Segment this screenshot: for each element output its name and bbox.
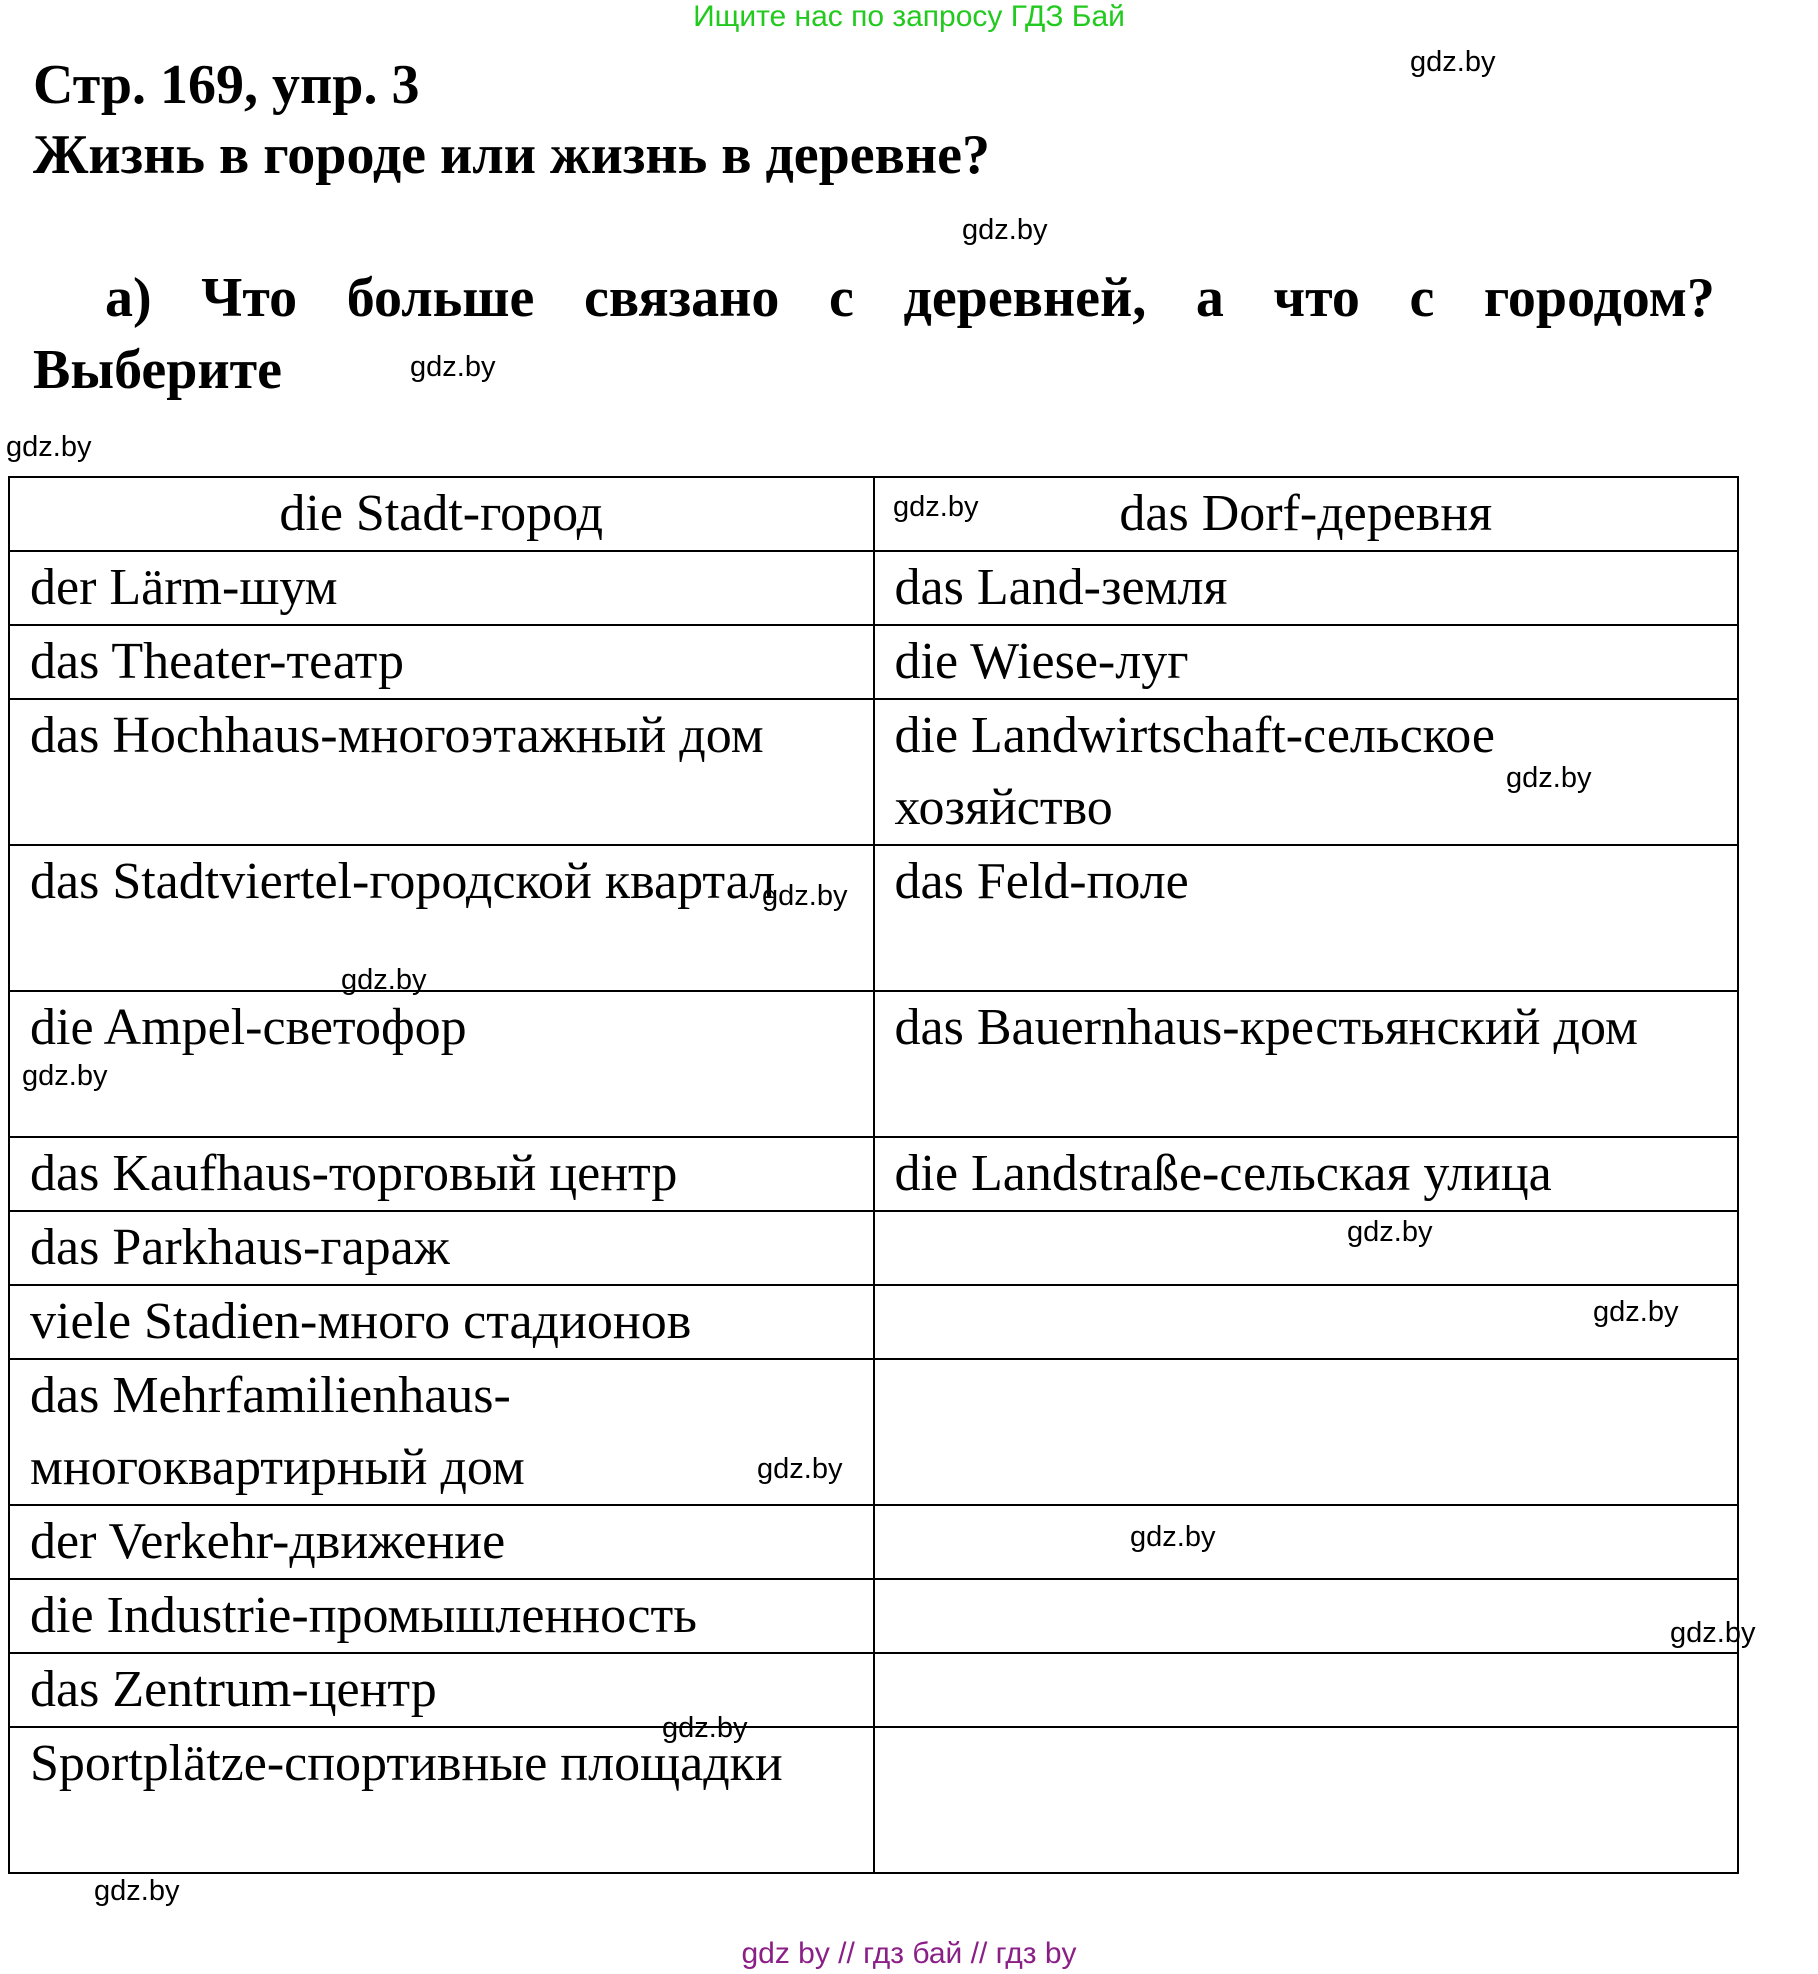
city-word: das Kaufhaus-торговый центр — [9, 1137, 874, 1211]
village-word: die Wiese-луг — [874, 625, 1739, 699]
task-word: что — [1273, 267, 1360, 329]
watermark: gdz.by — [1670, 1617, 1756, 1649]
village-word-empty — [874, 1653, 1739, 1727]
task-word: с — [1409, 267, 1435, 329]
city-word: die Ampel-светофор — [9, 991, 874, 1137]
table-row — [9, 845, 1738, 991]
table-row — [9, 991, 1738, 1137]
table-row — [9, 699, 1738, 845]
task-word: деревней, — [903, 267, 1147, 329]
watermark: gdz.by — [757, 1453, 843, 1485]
top-banner: Ищите нас по запросу ГДЗ Бай — [693, 0, 1125, 33]
watermark: gdz.by — [6, 431, 92, 463]
village-word: das Bauernhaus-крестьянский дом — [874, 991, 1739, 1137]
village-word-empty — [874, 1359, 1739, 1505]
task-word: больше — [346, 267, 535, 329]
watermark: gdz.by — [94, 1875, 180, 1907]
village-word-empty — [874, 1505, 1739, 1579]
watermark: gdz.by — [1130, 1521, 1216, 1553]
village-word-empty — [874, 1579, 1739, 1653]
city-word: das Theater-театр — [9, 625, 874, 699]
city-word: das Stadtviertel-городской квартал — [9, 845, 874, 991]
table-row — [9, 1137, 1738, 1211]
city-word: das Mehrfamilienhaus-многоквартирный дом — [9, 1359, 874, 1505]
page-title: Жизнь в городе или жизнь в деревне? — [33, 124, 991, 186]
task-word: связано — [584, 267, 780, 329]
watermark: gdz.by — [762, 880, 848, 912]
table-row — [9, 1211, 1738, 1285]
watermark: gdz.by — [22, 1060, 108, 1092]
header-village: das Dorf-деревня — [874, 477, 1739, 551]
city-word: der Verkehr-движение — [9, 1505, 874, 1579]
city-word: viele Stadien-много стадионов — [9, 1285, 874, 1359]
table-row — [9, 625, 1738, 699]
city-word: der Lärm-шум — [9, 551, 874, 625]
vocabulary-table — [8, 476, 1739, 1874]
task-word: с — [829, 267, 854, 329]
watermark: gdz.by — [410, 351, 496, 383]
task-instruction-line1 — [33, 262, 1715, 334]
table-row — [9, 551, 1738, 625]
task-instruction — [33, 262, 1715, 406]
header-city: die Stadt-город — [9, 477, 874, 551]
table-row — [9, 1727, 1738, 1873]
watermark: gdz.by — [1347, 1216, 1433, 1248]
table-row — [9, 1285, 1738, 1359]
watermark: gdz.by — [1410, 46, 1496, 78]
city-word: Sportplätze-спортивные площадки — [9, 1727, 874, 1873]
city-word: das Parkhaus-гараж — [9, 1211, 874, 1285]
city-word: das Zentrum-центр — [9, 1653, 874, 1727]
village-word: die Landstraße-сельская улица — [874, 1137, 1739, 1211]
table-row — [9, 1653, 1738, 1727]
village-word-empty — [874, 1727, 1739, 1873]
page-reference: Стр. 169, упр. 3 — [33, 54, 420, 116]
village-word: das Land-земля — [874, 551, 1739, 625]
watermark: gdz.by — [962, 214, 1048, 246]
watermark: gdz.by — [893, 491, 979, 523]
task-instruction-line2: Выберите — [33, 339, 282, 401]
village-word: die Landwirtschaft-сельское хозяйство — [874, 699, 1739, 845]
city-word: das Hochhaus-многоэтажный дом — [9, 699, 874, 845]
watermark: gdz.by — [341, 964, 427, 996]
watermark: gdz.by — [1506, 762, 1592, 794]
task-word: а) — [105, 267, 152, 329]
footer-links: gdz by // гдз бай // гдз by — [741, 1937, 1077, 1970]
village-word: das Feld-поле — [874, 845, 1739, 991]
table-row — [9, 1359, 1738, 1505]
table-row — [9, 1579, 1738, 1653]
task-word: городом? — [1483, 267, 1715, 329]
task-word: а — [1195, 267, 1224, 329]
task-word: Что — [201, 267, 298, 329]
table-row — [9, 1505, 1738, 1579]
watermark: gdz.by — [662, 1712, 748, 1744]
city-word: die Industrie-промышленность — [9, 1579, 874, 1653]
table-header-row — [9, 477, 1738, 551]
village-word-empty — [874, 1211, 1739, 1285]
watermark: gdz.by — [1593, 1296, 1679, 1328]
